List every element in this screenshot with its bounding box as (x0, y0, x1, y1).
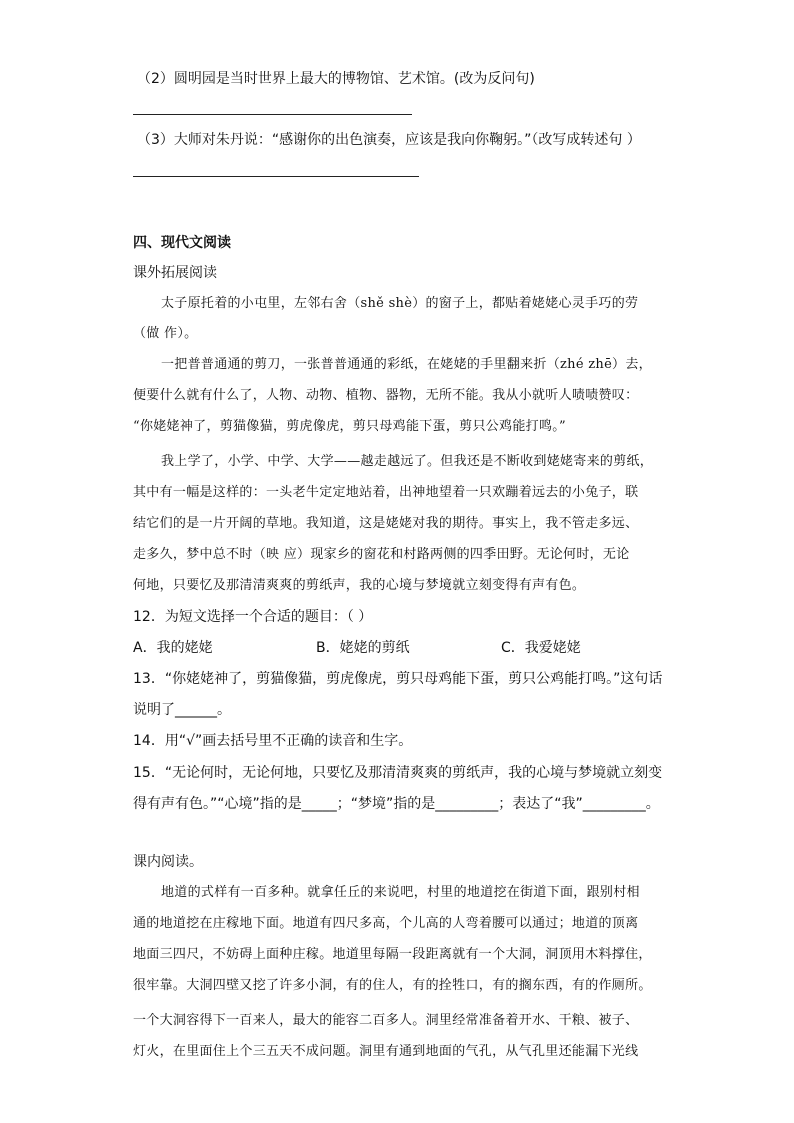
passage-line: 何地，只要忆及那清清爽爽的剪纸声，我的心境与梦境就立刻变得有声有色。 (133, 578, 586, 593)
passage-line: 太子原托着的小屯里，左邻右舍（shě shè）的窗子上，都贴着姥姥心灵手巧的劳 (161, 296, 639, 311)
passage-line: 地道的式样有一百多种。就拿任丘的来说吧，村里的地道挖在街道下面，跟别村相 (161, 885, 640, 900)
q12-option-b: B．姥姥的剪纸 (316, 640, 410, 656)
q12-option-a: A．我的姥姥 (133, 640, 213, 656)
passage-line: 其中有一幅是这样的：一头老牛定定地站着，出神地望着一只欢蹦着远去的小兔子，联 (133, 485, 639, 500)
in-class-reading-label: 课内阅读。 (133, 854, 203, 870)
question-13-line-1: 13．“你姥姥神了，剪猫像猫，剪虎像虎，剪只母鸡能下蛋，剪只公鸡能打鸣。”这句话 (133, 671, 663, 687)
passage-line: 灯火，在里面住上个三五天不成问题。洞里有通到地面的气孔，从气孔里还能漏下光线 (133, 1044, 639, 1059)
passage-line: 一个大洞容得下一百来人，最大的能容二百多人。洞里经常准备着开水、干粮、被子、 (133, 1013, 639, 1028)
answer-line-3 (133, 176, 419, 177)
passage-line: （做 作）。 (133, 326, 198, 341)
passage-line: 走多久，梦中总不时（映 应）现家乡的窗花和村路两侧的四季田野。无论何时，无论 (133, 547, 630, 562)
extra-reading-label: 课外拓展阅读 (133, 265, 217, 281)
section-title: 四、现代文阅读 (133, 235, 231, 251)
answer-line-2 (133, 114, 412, 115)
passage-line: 通的地道挖在庄稼地下面。地道有四尺多高，个儿高的人弯着腰可以通过；地道的顶离 (133, 916, 639, 931)
passage-line: 便要什么就有什么了，人物、动物、植物、器物，无所不能。我从小就听人啧啧赞叹： (133, 388, 639, 403)
passage-line: 我上学了，小学、中学、大学——越走越远了。但我还是不断收到姥姥寄来的剪纸， (161, 454, 654, 469)
rewrite-item-3: （3）大师对朱丹说：“感谢你的出色演奏，应该是我向你鞠躬。”（改写成转述句 ） (137, 132, 641, 148)
question-13-line-2: 说明了______。 (133, 702, 231, 718)
q12-option-c: C．我爱姥姥 (501, 640, 581, 656)
passage-line: “你姥姥神了，剪猫像猫，剪虎像虎，剪只母鸡能下蛋，剪只公鸡能打鸣。” (133, 419, 566, 434)
question-15-line-1: 15．“无论何时，无论何地，只要忆及那清清爽爽的剪纸声，我的心境与梦境就立刻变 (133, 765, 663, 781)
passage-line: 结它们的是一片开阔的草地。我知道，这是姥姥对我的期待。事实上，我不管走多远、 (133, 516, 639, 531)
question-15-line-2: 得有声有色。”“心境”指的是_____；“梦境”指的是_________；表达了“我”_________。 (133, 796, 660, 812)
passage-line: 很牢靠。大洞四壁又挖了许多小洞，有的住人，有的拴牲口，有的搁东西，有的作厕所。 (133, 978, 652, 993)
rewrite-item-2: （2）圆明园是当时世界上最大的博物馆、艺术馆。(改为反问句) (137, 71, 535, 87)
passage-line: 地面三四尺，不妨碍上面种庄稼。地道里每隔一段距离就有一个大洞，洞顶用木料撑住， (133, 947, 652, 962)
question-12: 12．为短文选择一个合适的题目：（ ） (133, 609, 373, 625)
passage-line: 一把普普通通的剪刀，一张普普通通的彩纸，在姥姥的手里翻来折（zhé zhē）去， (161, 357, 652, 372)
question-14: 14．用“√”画去括号里不正确的读音和生字。 (133, 733, 413, 749)
